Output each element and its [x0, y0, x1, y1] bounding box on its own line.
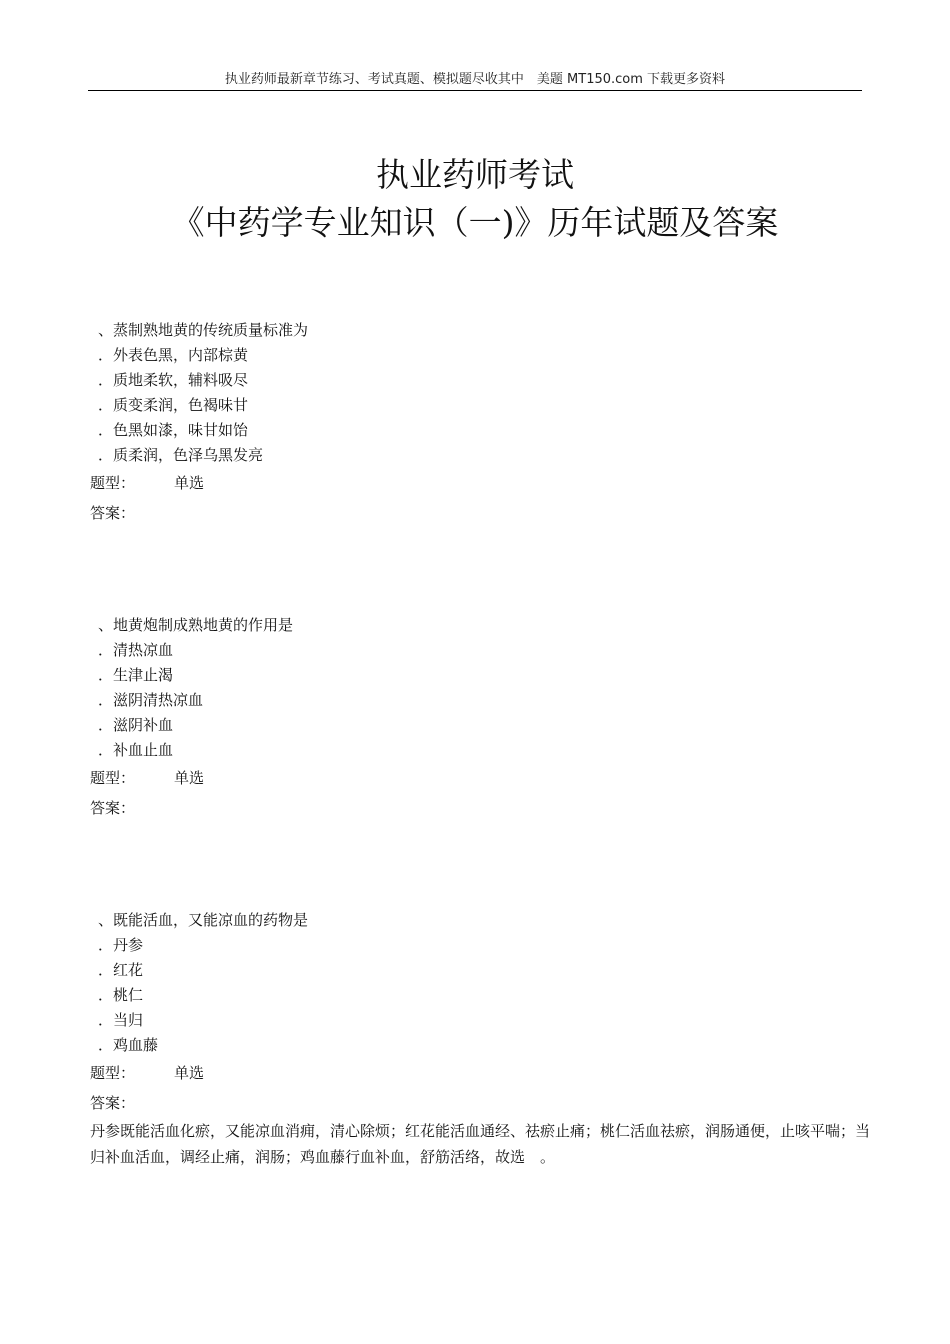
option-e: ．质柔润，色泽乌黑发亮 — [98, 446, 264, 464]
question-2 — [90, 613, 870, 823]
option-a: ．丹参 — [98, 936, 144, 954]
question-1 — [90, 318, 870, 528]
question-stem: 、地黄炮制成熟地黄的作用是 — [98, 616, 294, 634]
question-3 — [90, 908, 870, 1170]
option-b: ．生津止渴 — [98, 666, 174, 684]
question-type-label: 题型： — [90, 769, 136, 787]
answer-label: 答案： — [90, 799, 136, 817]
question-type-row — [90, 763, 870, 793]
option-e: ．鸡血藤 — [98, 1036, 159, 1054]
option-e: ．补血止血 — [98, 741, 174, 759]
answer-analysis: 丹参既能活血化瘀，又能凉血消痈，清心除烦；红花能活血通经、祛瘀止痛；桃仁活血祛瘀，润肠通便，止咳平喘；当归补血活血，调经止痛，润肠；鸡血藤行血补血，舒筋活络，故选 。 — [90, 1122, 871, 1166]
option-a: ．外表色黑，内部棕黄 — [98, 346, 249, 364]
question-type-value: 单选 — [174, 474, 205, 492]
option-c: ．滋阴清热凉血 — [98, 691, 204, 709]
answer-label: 答案： — [90, 504, 136, 522]
option-d: ．当归 — [98, 1011, 144, 1029]
option-d: ．色黑如漆，味甘如饴 — [98, 421, 249, 439]
question-type-row — [90, 468, 870, 498]
option-d: ．滋阴补血 — [98, 716, 174, 734]
question-stem: 、蒸制熟地黄的传统质量标准为 — [98, 321, 309, 339]
answer-label: 答案： — [90, 1094, 136, 1112]
option-b: ．质地柔软，辅料吸尽 — [98, 371, 249, 389]
question-stem: 、既能活血，又能凉血的药物是 — [98, 911, 309, 929]
option-b: ．红花 — [98, 961, 144, 979]
question-type-row — [90, 1058, 870, 1088]
question-type-label: 题型： — [90, 474, 136, 492]
question-type-value: 单选 — [174, 769, 205, 787]
option-c: ．质变柔润，色褐味甘 — [98, 396, 249, 414]
document-subtitle: 《中药学专业知识（一)》历年试题及答案 — [171, 203, 779, 242]
option-a: ．清热凉血 — [98, 641, 174, 659]
document-title: 执业药师考试 — [376, 155, 574, 194]
page-header: 执业药师最新章节练习、考试真题、模拟题尽收其中 美题 MT150.com 下载更多资料 — [88, 70, 862, 91]
question-type-label: 题型： — [90, 1064, 136, 1082]
question-type-value: 单选 — [174, 1064, 205, 1082]
option-c: ．桃仁 — [98, 986, 144, 1004]
